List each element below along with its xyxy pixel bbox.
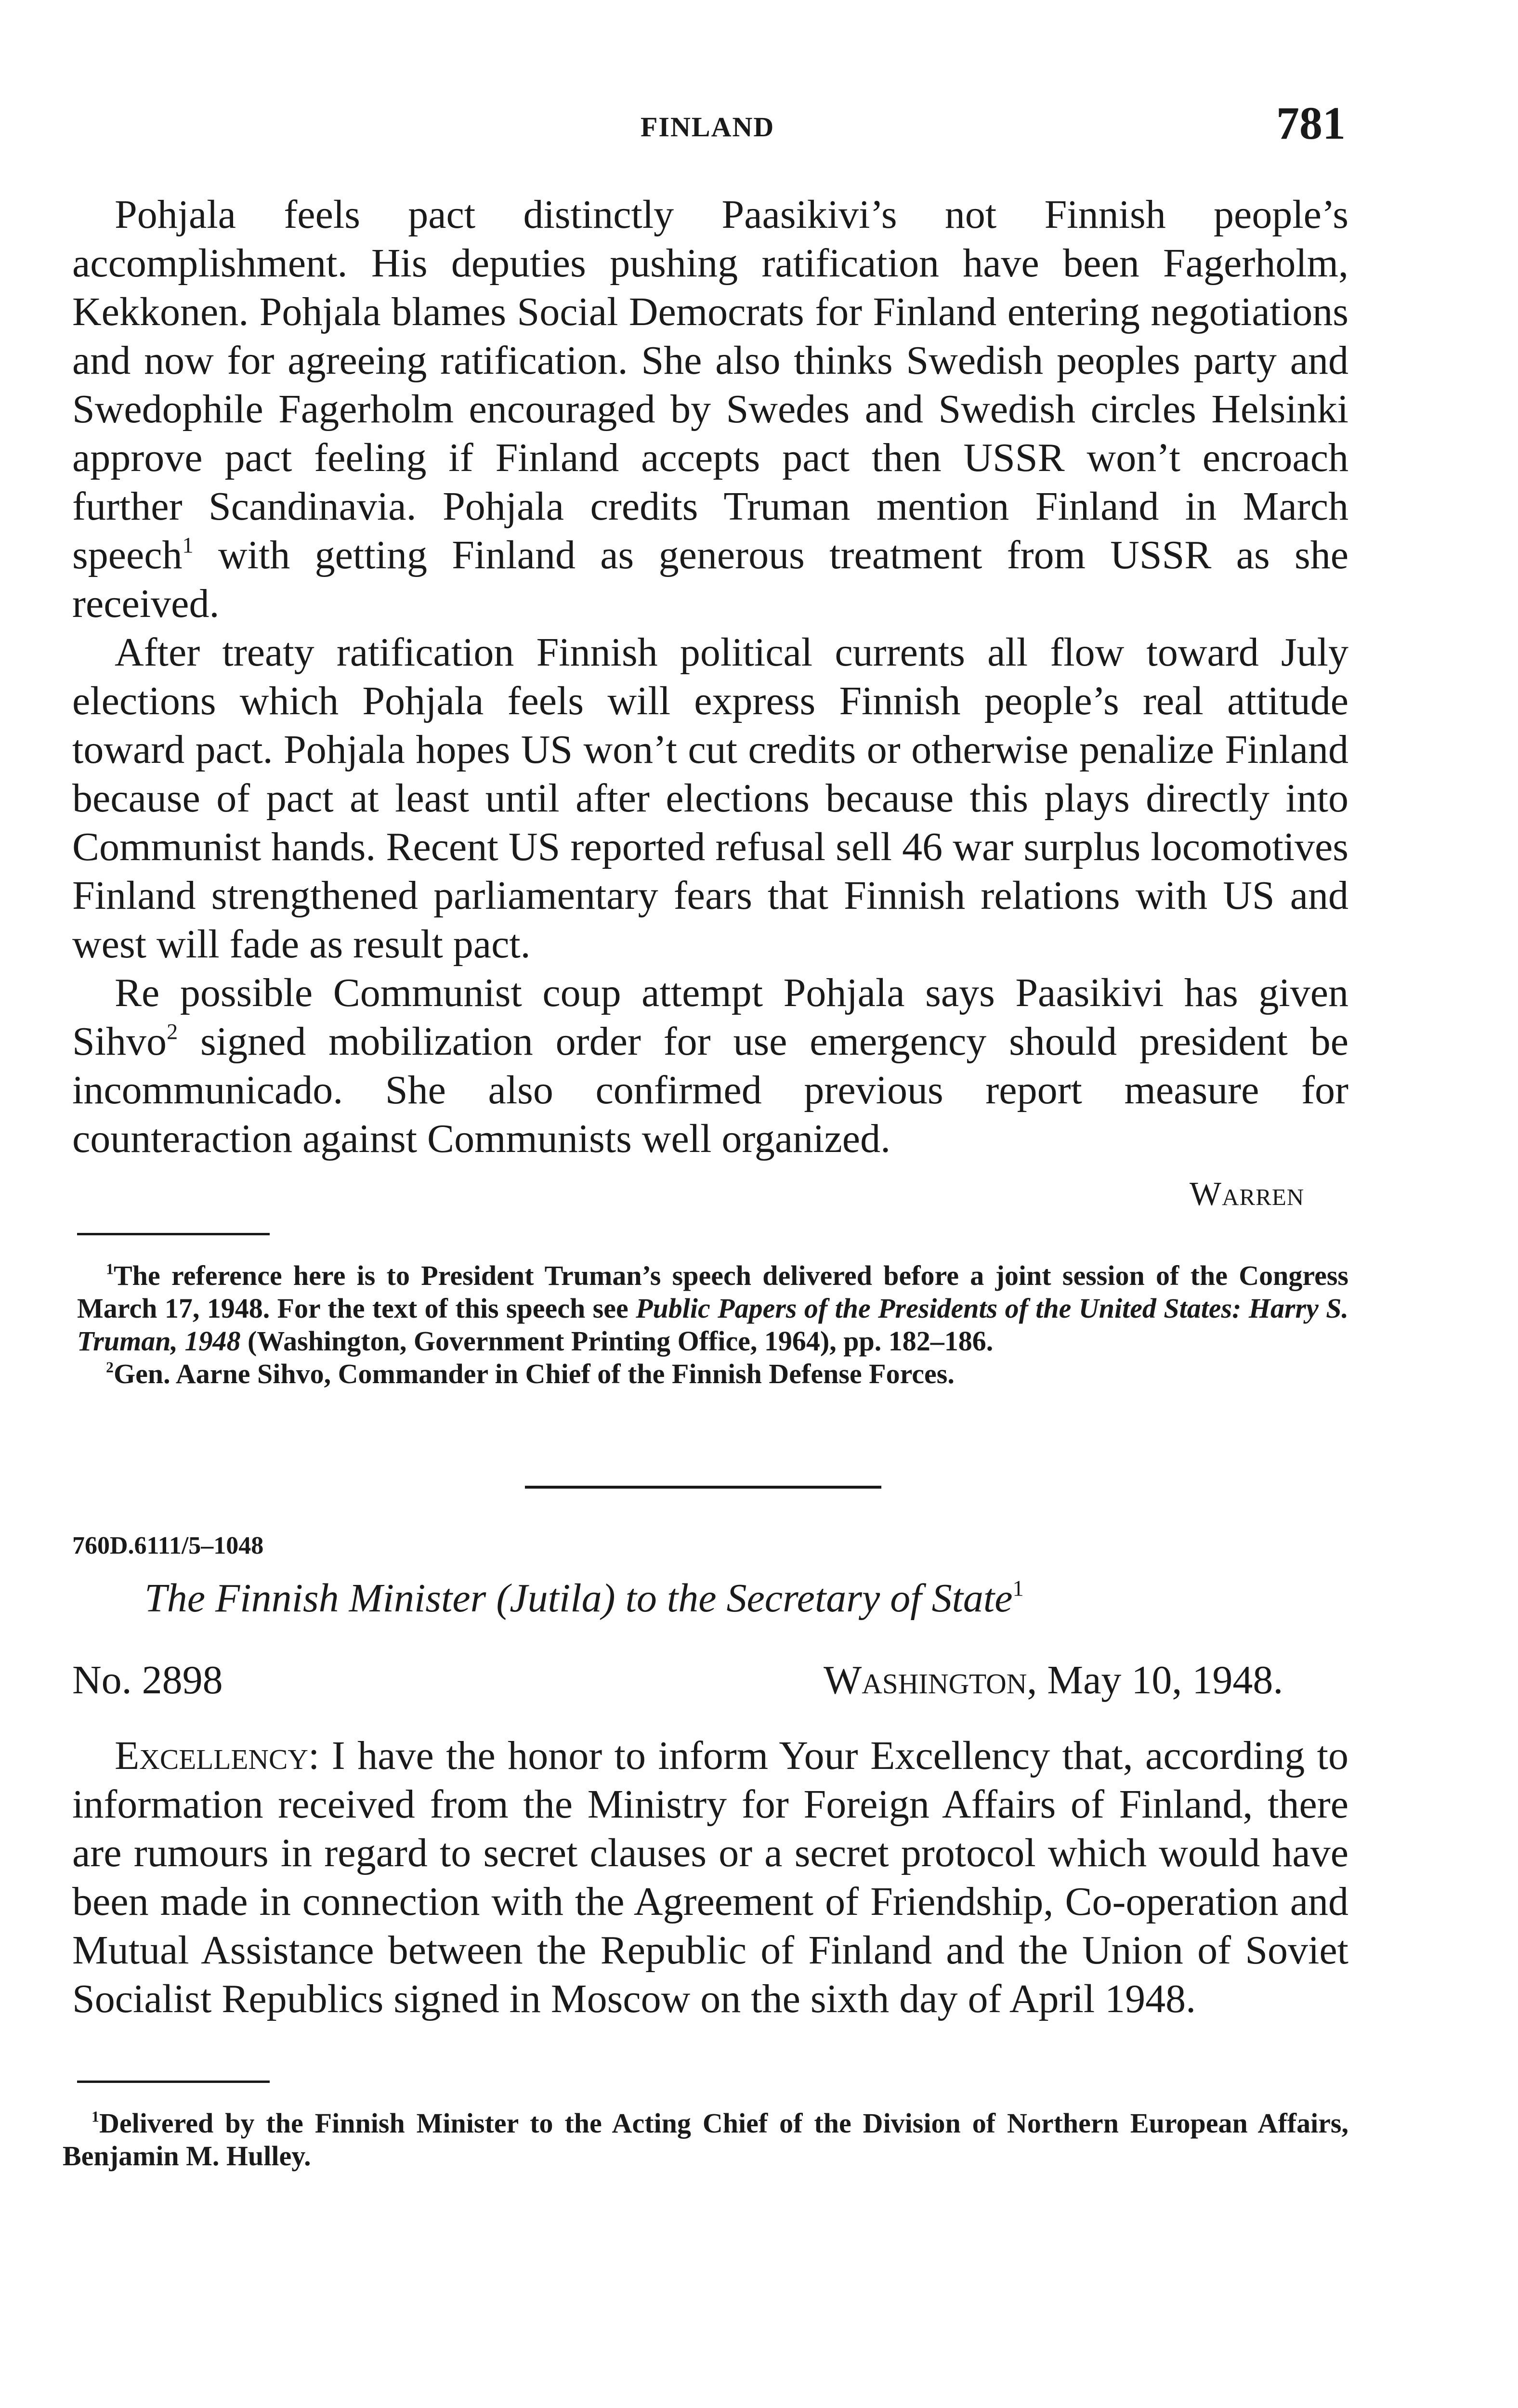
letter-paragraph: Excellency: I have the honor to inform Your Excellency that, according to information received from the Ministry for Foreign Affairs of Finland, there are rumours in regard to secret clauses or a secret protocol which would have been made in connection with the Agreement of Friendship, Co-operation and Mutual Assistance between the Republic of Finland and the Union of Soviet Socialist Republics signed in Moscow on the sixth day of April 1948. (72, 1733, 1348, 2021)
file-number: 760D.6111/5–1048 (72, 1532, 264, 1559)
footnotes-letter (63, 2107, 1348, 2172)
letter-body (72, 1731, 1348, 2023)
title-footnote-ref: 1 (1012, 1576, 1024, 1601)
dateline: Washington, May 10, 1948. (824, 1658, 1283, 1702)
footnote-rule (77, 1233, 270, 1235)
paragraph-2: After treaty ratification Finnish political currents all flow toward July elections which Pohjala feels will express Finnish people’s real attitude toward pact. Pohjala hopes US won’t cut credits or otherwise penalize Finland because of pact at least until after elections because this plays directly into Communist hands. Recent US reported refusal sell 46 war surplus locomotives Finland strengthened parliamentary fears that Finnish relations with US and west will fade as result pact. (72, 630, 1348, 967)
page-number: 781 (1276, 97, 1346, 149)
footnote-ref-1: 1 (182, 533, 194, 558)
footnote-rule-2 (77, 2081, 270, 2083)
signature: Warren (1190, 1176, 1305, 1213)
footnote-1: $^1$The reference here is to President Truman’s speech delivered before a joint session of the Congress March 17, 1948. For the text of this speech see Public Papers of the Presidents of the United States: Harry S. Truman, 1948 (Washington, Government Printing Office, 1964), pp. 182–186. (77, 1260, 1348, 1357)
footnote-ref-2: 2 (167, 1019, 178, 1044)
paragraph-1: Pohjala feels pact distinctly Paasikivi’s not Finnish people’s accomplishment. His deputies pushing ratification have been Fagerholm, Kekkonen. Pohjala blames Social Democrats for Finland entering negotiations and now for agreeing ratification. She also thinks Swedish peoples party and Swedophile Fagerholm encouraged by Swedes and Swedish circles Helsinki approve pact feeling if Finland accepts pact then USSR won’t encroach further Scandinavia. Pohjala credits Truman mention Finland in March speech$^1$ with getting Finland as generous treatment from USSR as she received. (72, 192, 1348, 626)
telegram-body (72, 190, 1348, 1163)
paragraph-3: Re possible Communist coup attempt Pohjala says Paasikivi has given Sihvo$^2$ signed mobilization order for use emergency should president be incommunicado. She also confirmed previous report measure for counteraction against Communists well organized. (72, 970, 1348, 1161)
document-title: The Finnish Minister (Jutila) to the Secretary of State$^1$ (144, 1576, 1024, 1621)
footnotes-telegram (77, 1259, 1348, 1390)
footnote-2: $^2$Gen. Aarne Sihvo, Commander in Chief of the Finnish Defense Forces. (106, 1358, 955, 1389)
running-head: FINLAND (641, 111, 775, 143)
salutation: Excellency (115, 1733, 308, 1778)
footnote-letter-1: $^1$Delivered by the Finnish Minister to the Acting Chief of the Division of Northern European Affairs, Benjamin M. Hulley. (63, 2107, 1348, 2172)
section-separator (525, 1486, 881, 1489)
document-number: No. 2898 (72, 1658, 223, 1702)
